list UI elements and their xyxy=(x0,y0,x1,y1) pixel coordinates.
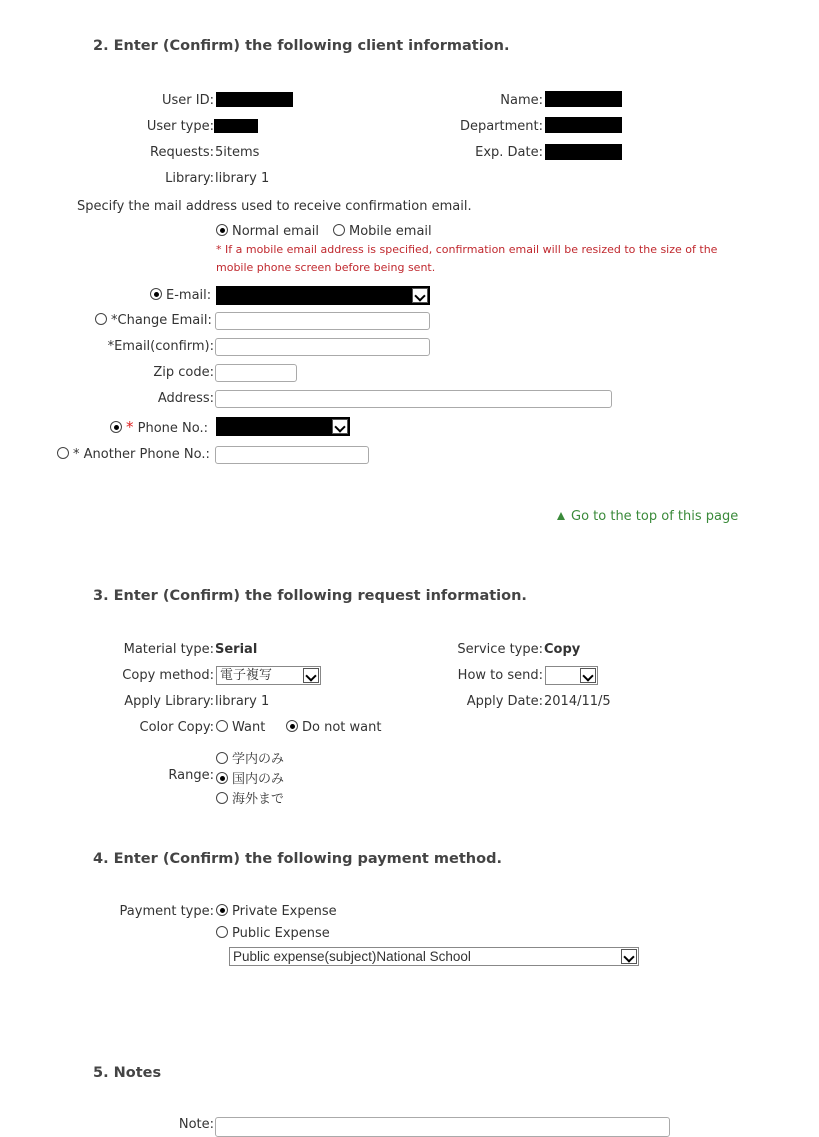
note-label: Note: xyxy=(178,1117,214,1132)
email-confirm-label: *Email(confirm): xyxy=(107,339,214,354)
section-3-title: 3. Enter (Confirm) the following request information. xyxy=(93,588,527,604)
public-expense-option[interactable] xyxy=(216,926,330,941)
section-4-title: 4. Enter (Confirm) the following payment method. xyxy=(93,851,502,867)
phone-label: Phone No.: xyxy=(137,421,209,436)
want-label: Want xyxy=(232,720,266,735)
email-label: E-mail: xyxy=(166,288,212,303)
chevron-down-icon xyxy=(332,419,348,434)
requests-label: Requests: xyxy=(150,145,214,160)
email-confirm-input[interactable] xyxy=(215,338,430,356)
range-overseas-label: 海外まで xyxy=(232,792,285,807)
another-phone-input[interactable] xyxy=(215,446,369,464)
another-phone-option[interactable] xyxy=(57,447,210,462)
another-phone-label: * Another Phone No.: xyxy=(73,447,210,462)
public-expense-radio[interactable] xyxy=(216,926,228,938)
service-type-label: Service type: xyxy=(457,642,543,657)
change-email-option[interactable] xyxy=(95,313,212,328)
email-radio[interactable] xyxy=(150,288,162,300)
apply-date-value: 2014/11/5 xyxy=(544,694,611,709)
name-label: Name: xyxy=(500,93,543,108)
chevron-down-icon xyxy=(580,668,596,683)
public-expense-label: Public Expense xyxy=(232,926,330,941)
range-option-overseas[interactable] xyxy=(216,788,284,807)
address-label: Address: xyxy=(157,391,214,406)
zip-code-label: Zip code: xyxy=(153,365,214,380)
section-2-title: 2. Enter (Confirm) the following client information. xyxy=(93,38,510,54)
color-copy-do-not-want-radio[interactable] xyxy=(286,720,298,732)
how-to-send-select[interactable] xyxy=(545,666,598,685)
copy-method-value: 電子複写 xyxy=(220,668,273,683)
change-email-label: *Change Email: xyxy=(111,313,212,328)
color-copy-do-not-want-option[interactable] xyxy=(286,720,381,735)
material-type-label: Material type: xyxy=(123,642,214,657)
email-option[interactable] xyxy=(150,288,211,303)
change-email-input[interactable] xyxy=(215,312,430,330)
apply-library-value: library 1 xyxy=(215,694,270,709)
mobile-email-radio[interactable] xyxy=(333,224,345,236)
go-to-top-label: Go to the top of this page xyxy=(571,509,739,524)
apply-library-label: Apply Library: xyxy=(124,694,214,709)
range-campus-radio[interactable] xyxy=(216,752,228,764)
phone-option[interactable] xyxy=(110,418,208,436)
apply-date-label: Apply Date: xyxy=(466,694,543,709)
mobile-note-line-1: * If a mobile email address is specified, confirmation email will be resized to the size of the xyxy=(216,243,718,256)
range-domestic-radio[interactable] xyxy=(216,772,228,784)
department-value xyxy=(545,117,622,133)
exp-date-label: Exp. Date: xyxy=(475,145,543,160)
private-expense-option[interactable] xyxy=(216,904,337,919)
exp-date-value xyxy=(545,144,622,160)
how-to-send-label: How to send: xyxy=(457,668,543,683)
user-type-value xyxy=(214,119,258,133)
chevron-down-icon xyxy=(621,949,637,964)
normal-email-radio[interactable] xyxy=(216,224,228,236)
mobile-note-line-2: mobile phone screen before being sent. xyxy=(216,261,436,274)
public-expense-select-value: Public expense(subject)National School xyxy=(233,949,471,964)
range-option-campus[interactable] xyxy=(216,748,284,767)
color-copy-want-radio[interactable] xyxy=(216,720,228,732)
note-input[interactable] xyxy=(215,1117,670,1137)
chevron-down-icon xyxy=(412,288,428,303)
another-phone-radio[interactable] xyxy=(57,447,69,459)
requests-value: 5items xyxy=(215,145,260,160)
range-domestic-label: 国内のみ xyxy=(232,772,285,787)
private-expense-radio[interactable] xyxy=(216,904,228,916)
user-id-label: User ID: xyxy=(162,93,214,108)
library-value: library 1 xyxy=(215,171,270,186)
phone-radio[interactable] xyxy=(110,421,122,433)
color-copy-want-option[interactable] xyxy=(216,720,265,735)
zip-code-input[interactable] xyxy=(215,364,297,382)
do-not-want-label: Do not want xyxy=(302,720,382,735)
library-label: Library: xyxy=(165,171,214,186)
normal-email-option[interactable] xyxy=(216,224,319,239)
mobile-email-label: Mobile email xyxy=(349,224,432,239)
go-to-top-link[interactable] xyxy=(557,509,738,524)
required-asterisk: * xyxy=(126,418,134,436)
material-type-value: Serial xyxy=(215,642,258,657)
range-label: Range: xyxy=(168,768,214,783)
chevron-down-icon xyxy=(303,668,319,683)
user-type-label: User type: xyxy=(146,119,214,134)
triangle-up-icon xyxy=(557,512,565,520)
range-campus-label: 学内のみ xyxy=(232,752,285,767)
copy-method-label: Copy method: xyxy=(122,668,214,683)
email-select[interactable] xyxy=(216,286,430,305)
user-id-value xyxy=(216,92,293,107)
range-option-domestic[interactable] xyxy=(216,768,284,787)
private-expense-label: Private Expense xyxy=(232,904,337,919)
department-label: Department: xyxy=(459,119,543,134)
range-overseas-radio[interactable] xyxy=(216,792,228,804)
mobile-email-option[interactable] xyxy=(333,224,432,239)
service-type-value: Copy xyxy=(544,642,581,657)
color-copy-label: Color Copy: xyxy=(139,720,214,735)
payment-type-label: Payment type: xyxy=(119,904,214,919)
name-value xyxy=(545,91,622,107)
change-email-radio[interactable] xyxy=(95,313,107,325)
normal-email-label: Normal email xyxy=(232,224,320,239)
mail-instruction: Specify the mail address used to receive confirmation email. xyxy=(77,199,472,214)
copy-method-select[interactable] xyxy=(216,666,321,685)
address-input[interactable] xyxy=(215,390,612,408)
public-expense-select[interactable] xyxy=(229,947,639,966)
section-5-title: 5. Notes xyxy=(93,1065,162,1081)
phone-select[interactable] xyxy=(216,417,350,436)
